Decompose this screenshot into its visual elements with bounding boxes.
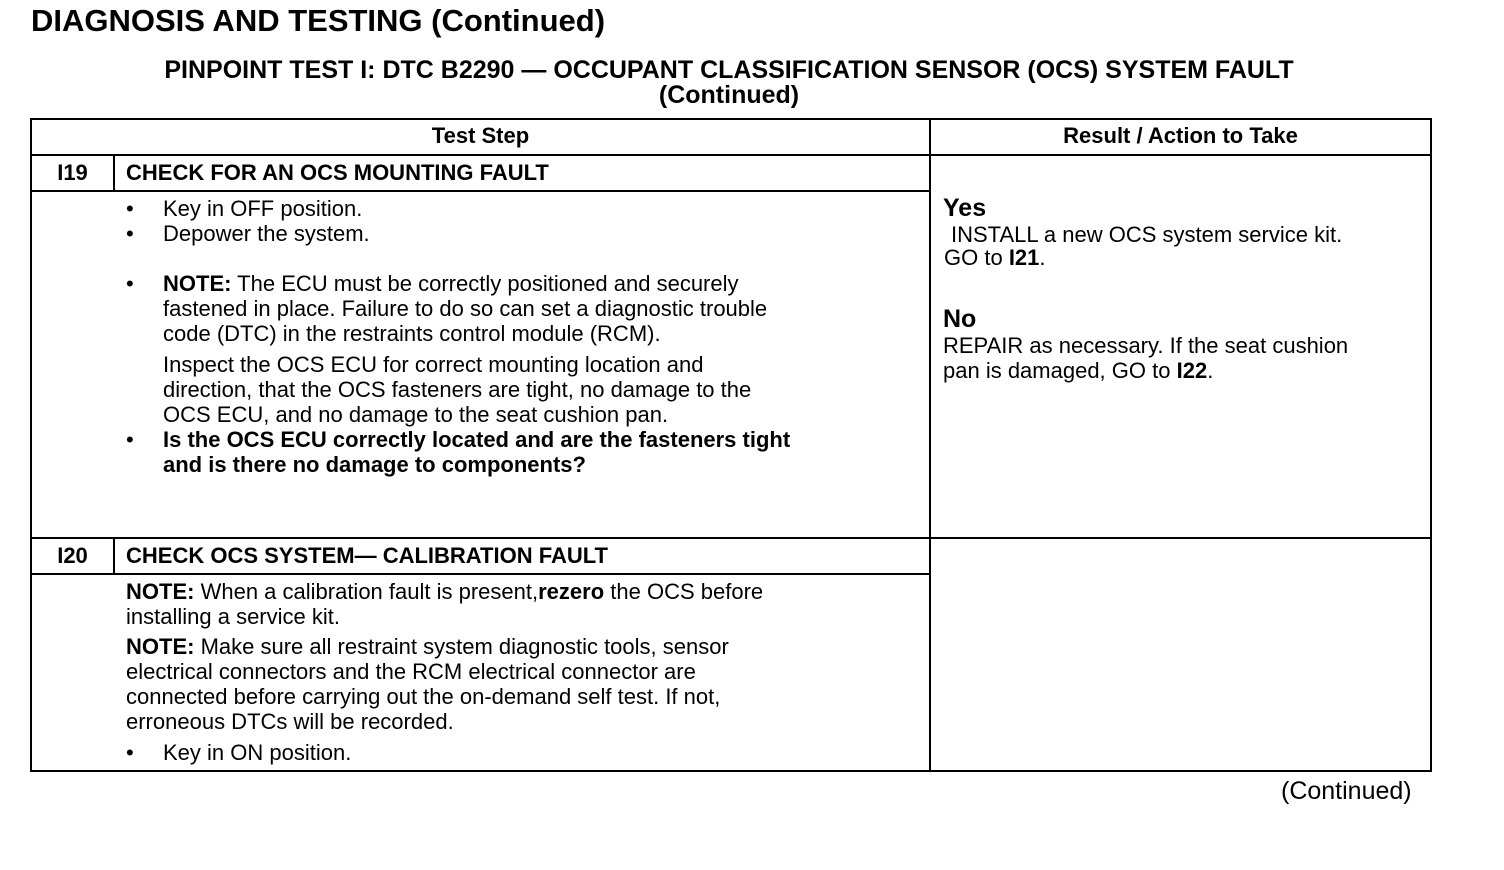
- no-action-repair: REPAIR as necessary.: [943, 333, 1164, 358]
- no-action-condition: If the seat cushion: [1169, 333, 1349, 358]
- i19-id-divider: [113, 154, 115, 192]
- i20-step-key-on: Key in ON position.: [163, 740, 352, 765]
- bullet-icon: •: [126, 271, 134, 296]
- i19-note-line1: [163, 271, 739, 296]
- period: .: [1039, 245, 1046, 270]
- i20-step-title: CHECK OCS SYSTEM— CALIBRATION FAULT: [126, 543, 608, 568]
- pinpoint-test-title: PINPOINT TEST I: DTC B2290 — OCCUPANT CLASSIFICATION SENSOR (OCS) SYSTEM FAULT: [164, 56, 1294, 84]
- i20-note1-text: When a calibration fault is present,: [200, 579, 539, 604]
- i20-note1-line2: installing a service kit.: [126, 604, 340, 629]
- goto-prefix: GO to: [944, 245, 1003, 270]
- header-test-step: Test Step: [431, 123, 530, 148]
- i19-question-line2: and is there no damage to components?: [163, 452, 586, 477]
- i20-note2-line4: erroneous DTCs will be recorded.: [126, 709, 454, 734]
- i19-inspect-line2: direction, that the OCS fasteners are tight, no damage to the: [163, 377, 752, 402]
- bullet-icon: •: [126, 740, 134, 765]
- no-action-damaged: pan is damaged,: [943, 358, 1106, 383]
- result-no-action-line2: [943, 358, 1213, 383]
- result-yes-label: Yes: [943, 194, 987, 222]
- i20-step-id: I20: [57, 543, 88, 568]
- i19-step-depower: Depower the system.: [163, 221, 370, 246]
- i20-note2-line3: connected before carrying out the on-demand self test. If not,: [126, 684, 721, 709]
- column-divider: [929, 118, 931, 772]
- note-label: NOTE:: [163, 271, 232, 296]
- i20-row-divider: [30, 537, 1432, 539]
- i19-note-text: The ECU must be correctly positioned and securely: [237, 271, 739, 296]
- goto-link-i22[interactable]: I22: [1176, 358, 1208, 383]
- goto-prefix: GO to: [1111, 358, 1171, 383]
- note-label: NOTE:: [126, 579, 195, 604]
- i20-note2-line1: [126, 634, 729, 659]
- table-border-right: [1430, 118, 1432, 772]
- i19-step-title: CHECK FOR AN OCS MOUNTING FAULT: [126, 160, 549, 185]
- table-border-top: [30, 118, 1432, 120]
- i19-note-line2: fastened in place. Failure to do so can set a diagnostic trouble: [163, 296, 768, 321]
- table-border-left: [30, 118, 32, 772]
- pinpoint-test-title-continued: (Continued): [658, 81, 800, 109]
- section-title: DIAGNOSIS AND TESTING (Continued): [31, 3, 606, 38]
- i19-inspect-line3: OCS ECU, and no damage to the seat cushion pan.: [163, 402, 669, 427]
- i20-title-divider: [30, 573, 931, 575]
- result-yes-goto: [944, 245, 1046, 270]
- bullet-icon: •: [126, 196, 134, 221]
- i20-note2-text: Make sure all restraint system diagnostic tools, sensor: [200, 634, 729, 659]
- i20-id-divider: [113, 537, 115, 575]
- result-no-action-line1: [943, 333, 1348, 358]
- i19-title-divider: [30, 190, 931, 192]
- bullet-icon: •: [126, 221, 134, 246]
- result-yes-action: INSTALL a new OCS system service kit.: [951, 222, 1343, 247]
- result-no-label: No: [943, 305, 977, 333]
- header-result-action: Result / Action to Take: [1063, 123, 1298, 148]
- i19-step-id: I19: [57, 160, 88, 185]
- i19-note-line3: code (DTC) in the restraints control module (RCM).: [163, 321, 661, 346]
- table-border-bottom: [30, 770, 1432, 772]
- i19-inspect-line1: Inspect the OCS ECU for correct mounting location and: [163, 352, 704, 377]
- footer-continued: (Continued): [1281, 777, 1412, 805]
- i20-note1-rezero: rezero: [538, 579, 605, 604]
- period: .: [1207, 358, 1214, 383]
- i19-step-key-off: Key in OFF position.: [163, 196, 363, 221]
- header-divider: [30, 154, 1432, 156]
- bullet-icon: •: [126, 427, 134, 452]
- i20-note1-line1: [126, 579, 763, 604]
- goto-link-i21[interactable]: I21: [1008, 245, 1040, 270]
- i20-note2-line2: electrical connectors and the RCM electrical connector are: [126, 659, 696, 684]
- i20-note1-text-b: the OCS before: [610, 579, 764, 604]
- note-label: NOTE:: [126, 634, 195, 659]
- i19-question-line1: Is the OCS ECU correctly located and are the fasteners tight: [163, 427, 791, 452]
